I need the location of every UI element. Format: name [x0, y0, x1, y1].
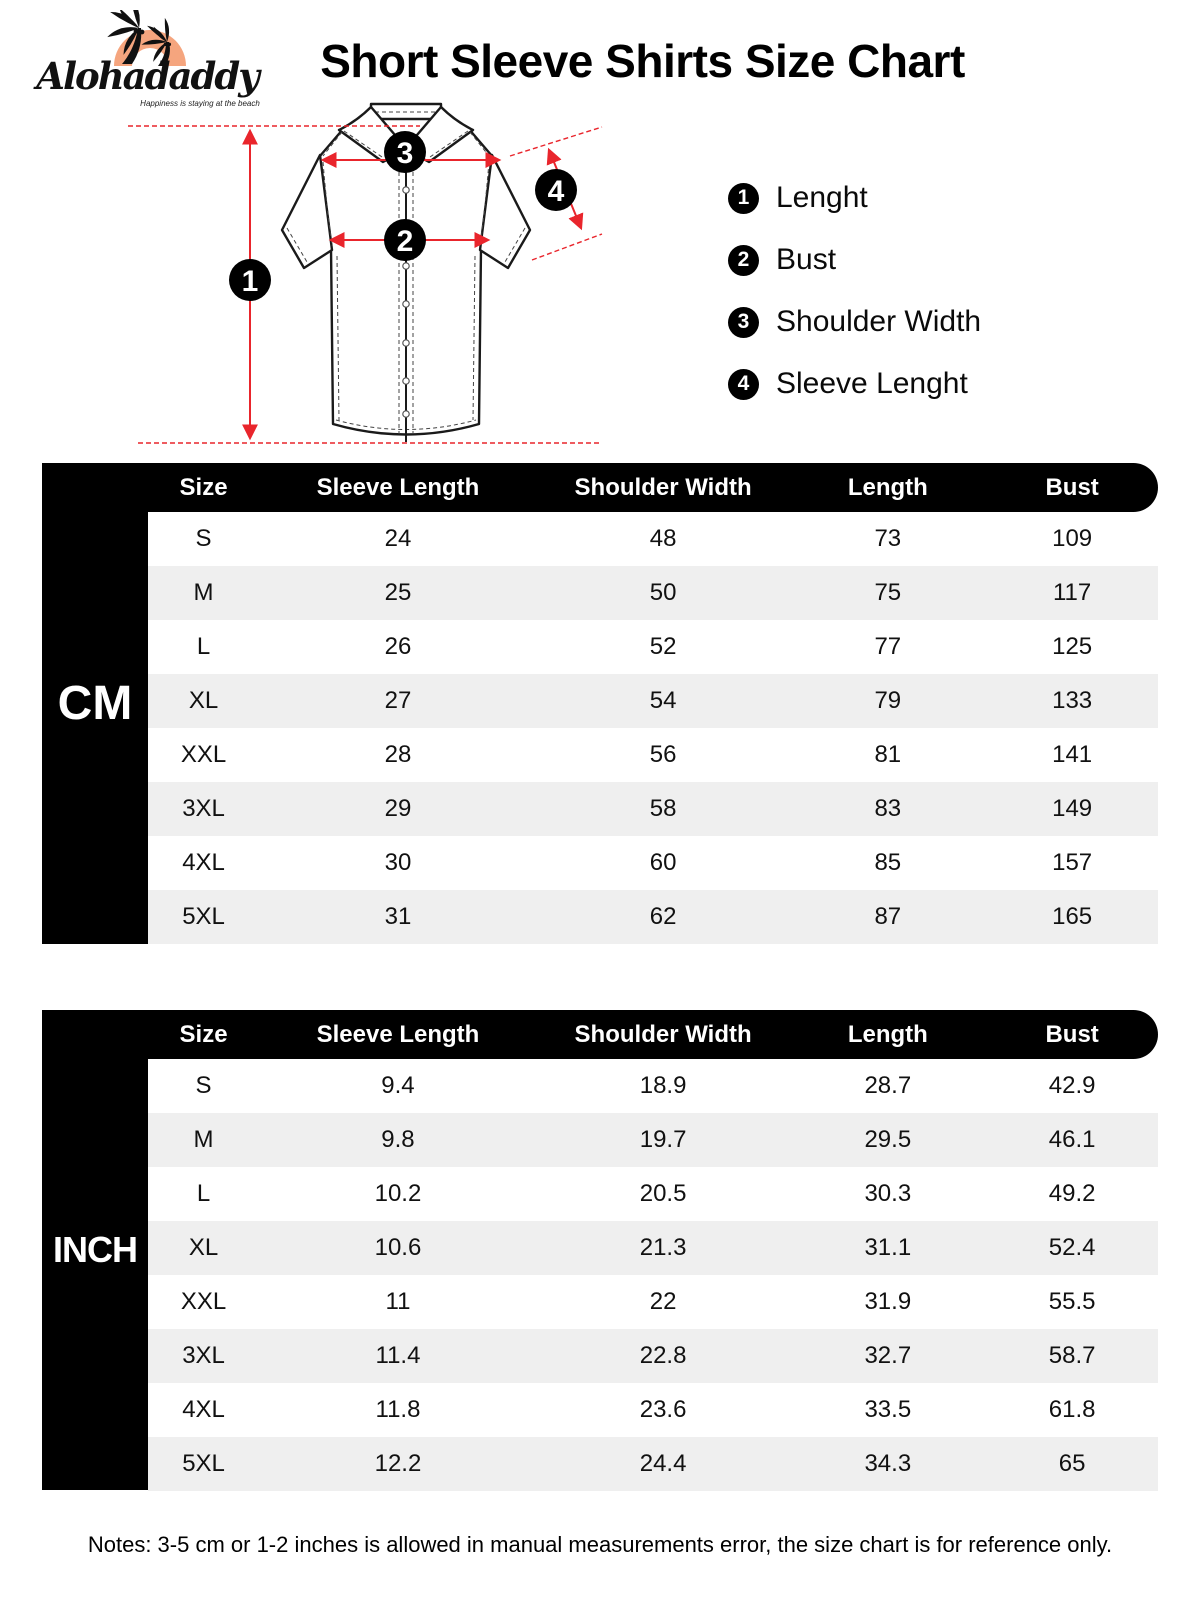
marker-2-label: 2	[396, 225, 414, 258]
table-cell: L	[196, 633, 211, 660]
table-cell: 11.4	[375, 1342, 421, 1369]
legend-4-label: Sleeve Lenght	[776, 367, 968, 400]
legend-item-sleeve-length	[728, 368, 981, 400]
table-cell: 26	[384, 633, 412, 660]
column-header: Size	[179, 1020, 228, 1048]
table-cell: 125	[1052, 633, 1093, 660]
legend-item-length	[728, 182, 981, 214]
table-cell: 22.8	[639, 1342, 687, 1369]
marker-4-label: 4	[547, 175, 565, 208]
table-cell: 30.3	[864, 1180, 912, 1207]
table-cell: 5XL	[182, 903, 225, 930]
table-cell: 73	[874, 525, 902, 552]
table-cell: 31.1	[864, 1234, 912, 1261]
table-cell: 65	[1058, 1450, 1086, 1477]
table-cell: 60	[649, 849, 677, 876]
table-cell: 12.2	[374, 1450, 422, 1477]
table-cell: 62	[649, 903, 677, 930]
brand-tagline: Happiness is staying at the beach	[140, 99, 260, 108]
table-cell: 29.5	[864, 1126, 912, 1153]
table-cell: M	[193, 579, 214, 606]
table-row	[148, 890, 1158, 944]
table-row	[148, 1059, 1158, 1113]
table-cell: S	[195, 1072, 212, 1099]
table-row	[148, 1113, 1158, 1167]
table-cell: 3XL	[182, 1342, 225, 1369]
table-cell: 20.5	[639, 1180, 687, 1207]
legend-3-badge: 3	[728, 307, 759, 338]
marker-3-label: 3	[396, 137, 414, 170]
table-cell: 22	[649, 1288, 677, 1315]
table-cell: 31.9	[864, 1288, 912, 1315]
inch-unit-label: INCH	[42, 1010, 148, 1490]
shirt-measurement-diagram	[120, 98, 610, 453]
table-cell: 42.9	[1048, 1072, 1096, 1099]
column-header: Sleeve Length	[316, 473, 480, 501]
legend-1-label: Lenght	[776, 181, 868, 214]
table-cell: 9.4	[381, 1072, 415, 1099]
column-header: Shoulder Width	[574, 1020, 752, 1048]
table-row	[148, 674, 1158, 728]
table-cell: 24.4	[639, 1450, 687, 1477]
table-cell: 50	[649, 579, 677, 606]
table-cell: 52.4	[1048, 1234, 1096, 1261]
table-cell: 11	[385, 1288, 411, 1315]
table-cell: 31	[384, 903, 412, 930]
legend-1-badge: 1	[728, 183, 759, 214]
table-cell: 61.8	[1048, 1396, 1096, 1423]
table-row	[148, 836, 1158, 890]
table-cell: 79	[874, 687, 902, 714]
column-header: Length	[847, 473, 928, 501]
table-cell: 49.2	[1048, 1180, 1096, 1207]
table-cell: M	[193, 1126, 214, 1153]
cm-unit-label: CM	[42, 463, 148, 944]
table-cell: 11.8	[375, 1396, 421, 1423]
table-cell: 58.7	[1048, 1342, 1096, 1369]
table-cell: 77	[874, 633, 902, 660]
table-cell: 48	[649, 525, 677, 552]
table-cell: 54	[649, 687, 677, 714]
legend-3-label: Shoulder Width	[776, 305, 982, 338]
column-header: Sleeve Length	[316, 1020, 480, 1048]
legend-2-badge: 2	[728, 245, 759, 276]
table-row	[148, 728, 1158, 782]
table-row	[148, 566, 1158, 620]
table-cell: 24	[384, 525, 412, 552]
table-cell: 55.5	[1048, 1288, 1096, 1315]
table-cell: 87	[874, 903, 902, 930]
table-cell: 28	[384, 741, 412, 768]
table-cell: 33.5	[864, 1396, 912, 1423]
column-header: Shoulder Width	[574, 473, 752, 501]
table-cell: 5XL	[182, 1450, 225, 1477]
table-cell: 19.7	[639, 1126, 687, 1153]
table-cell: 46.1	[1048, 1126, 1096, 1153]
column-header: Bust	[1045, 473, 1099, 501]
table-cell: 3XL	[182, 795, 225, 822]
marker-1-label: 1	[241, 265, 259, 298]
table-cell: 52	[649, 633, 677, 660]
table-cell: 109	[1052, 525, 1093, 552]
table-cell: 56	[649, 741, 677, 768]
table-cell: 58	[649, 795, 677, 822]
table-cell: XL	[188, 1234, 219, 1261]
legend-4-badge: 4	[728, 369, 759, 400]
table-cell: 29	[384, 795, 412, 822]
table-row	[148, 512, 1158, 566]
notes-text: Notes: 3-5 cm or 1-2 inches is allowed in manual measurements error, the size chart is for reference only.	[87, 1532, 1113, 1557]
table-cell: 75	[874, 579, 902, 606]
table-cell: 81	[874, 741, 902, 768]
table-row	[148, 1437, 1158, 1491]
inch-size-table	[42, 1010, 1158, 1490]
table-cell: 9.8	[381, 1126, 415, 1153]
table-cell: 83	[874, 795, 902, 822]
table-cell: 30	[384, 849, 412, 876]
table-row	[148, 782, 1158, 836]
legend-2-label: Bust	[776, 243, 837, 276]
inch-table-body	[148, 1059, 1158, 1491]
legend-item-bust	[728, 244, 981, 276]
page-title: Short Sleeve Shirts Size Chart	[320, 35, 965, 87]
table-cell: 4XL	[182, 849, 225, 876]
table-row	[148, 1275, 1158, 1329]
table-cell: 10.6	[374, 1234, 422, 1261]
table-cell: 133	[1052, 687, 1093, 714]
column-header: Length	[847, 1020, 928, 1048]
column-header: Size	[179, 473, 228, 501]
table-cell: XL	[188, 687, 219, 714]
cm-table-header	[148, 463, 1158, 512]
inch-table-header	[148, 1010, 1158, 1059]
table-cell: 10.2	[374, 1180, 422, 1207]
table-row	[148, 1167, 1158, 1221]
table-row	[148, 1221, 1158, 1275]
table-cell: 23.6	[639, 1396, 687, 1423]
table-cell: 149	[1052, 795, 1093, 822]
table-cell: 85	[874, 849, 902, 876]
table-cell: 34.3	[864, 1450, 912, 1477]
table-cell: S	[195, 525, 212, 552]
cm-size-table	[42, 463, 1158, 944]
table-row	[148, 1329, 1158, 1383]
column-header: Bust	[1045, 1020, 1099, 1048]
cm-table-body	[148, 512, 1158, 944]
table-cell: 27	[384, 687, 412, 714]
table-cell: 28.7	[864, 1072, 912, 1099]
table-cell: XXL	[180, 1288, 227, 1315]
table-cell: 32.7	[864, 1342, 912, 1369]
table-cell: 165	[1052, 903, 1093, 930]
table-cell: 25	[384, 579, 412, 606]
table-row	[148, 1383, 1158, 1437]
table-cell: L	[196, 1180, 211, 1207]
brand-name: Alohadaddy	[36, 54, 258, 98]
table-cell: 141	[1052, 741, 1093, 768]
table-cell: 157	[1052, 849, 1093, 876]
measurement-legend	[728, 182, 981, 400]
table-cell: 4XL	[182, 1396, 225, 1423]
table-cell: XXL	[180, 741, 227, 768]
legend-item-shoulder-width	[728, 306, 981, 338]
table-cell: 117	[1052, 579, 1092, 606]
table-row	[148, 620, 1158, 674]
table-cell: 18.9	[639, 1072, 687, 1099]
table-cell: 21.3	[639, 1234, 687, 1261]
